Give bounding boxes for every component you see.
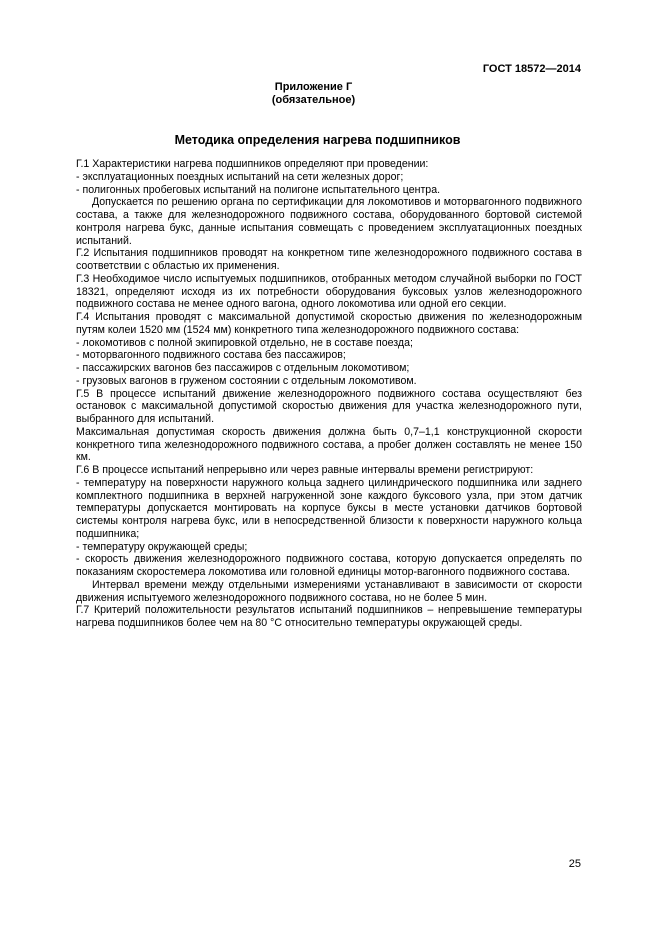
list-item: - грузовых вагонов в груженом состоянии с отдельным локомотивом. bbox=[76, 374, 417, 387]
list-item: - локомотивов с полной экипировкой отдельно, не в составе поезда; bbox=[76, 336, 413, 349]
paragraph: Г.1 Характеристики нагрева подшипников определяют при проведении: bbox=[76, 158, 429, 170]
paragraph: Г.4 Испытания проводят с максимальной допустимой скоростью движения по железнодорожным путям колеи 1520 мм (1524 мм) конкретного типа железнодорожного подвижного состава: bbox=[76, 311, 582, 336]
paragraph: Г.6 В процессе испытаний непрерывно или через равные интервалы времени регистрируют: bbox=[76, 464, 534, 476]
document-body bbox=[76, 158, 582, 630]
appendix-heading bbox=[0, 81, 627, 107]
list-item: - эксплуатационных поездных испытаний на сети железных дорог; bbox=[76, 170, 404, 183]
paragraph: Г.3 Необходимое число испытуемых подшипников, отобранных методом случайной выборки по ГОСТ 18321, определяют исходя из их потребности оборудования буксовых узлов железнодорожного подвижного состава не менее одного вагона, одного локомотива или одной его секции. bbox=[76, 272, 582, 311]
list-item: - моторвагонного подвижного состава без пассажиров; bbox=[76, 349, 346, 362]
paragraph: Г.2 Испытания подшипников проводят на конкретном типе железнодорожного подвижного состава в соответствии с областью их применения. bbox=[76, 247, 582, 272]
section-title: Методика определения нагрева подшипников bbox=[174, 133, 461, 147]
list-item: - пассажирских вагонов без пассажиров с отдельным локомотивом; bbox=[76, 362, 410, 374]
paragraph: Г.5 В процессе испытаний движение железнодорожного подвижного состава осуществляют без остановок с максимальной допустимой скоростью движения для участка железнодорожного пути, выбранного для испытаний. bbox=[76, 387, 582, 425]
list-item: - температуру окружающей среды; bbox=[76, 540, 248, 553]
list-item: - скорость движения железнодорожного подвижного состава, которую допускается определять по показаниям скоростемера локомотива или головной единицы мотор-вагонного подвижного состава. bbox=[76, 553, 582, 578]
paragraph: Максимальная допустимая скорость движения должна быть 0,7–1,1 конструкционной скорости конкретного типа железнодорожного подвижного состава, а пробег должен составлять не менее 150 км. bbox=[76, 425, 582, 464]
paragraph: Интервал времени между отдельными измерениями устанавливают в зависимости от скорости движения испытуемого железнодорожного подвижного состава, но не более 5 мин. bbox=[76, 578, 582, 604]
paragraph: Г.7 Критерий положительности результатов испытаний подшипников – непревышение температуры нагрева подшипников более чем на 80 °С относительно температуры окружающей среды. bbox=[76, 604, 582, 629]
appendix-title: Приложение Г bbox=[274, 81, 353, 93]
appendix-status: (обязательное) bbox=[271, 94, 356, 106]
page-number: 25 bbox=[568, 858, 581, 870]
list-item: - полигонных пробеговых испытаний на полигоне испытательного центра. bbox=[76, 183, 441, 196]
list-item: - температуру на поверхности наружного кольца заднего цилиндрического подшипника или заднего комплектного подшипника в верхней нагруженной зоне каждого буксового узла, при этом датчик температуры допускается монтировать на корпусе буксы в месте установки датчиков бортовой системы контроля нагрева букс, или в непосредственной близости к поверхности наружного кольца подшипника; bbox=[76, 476, 582, 540]
paragraph: Допускается по решению органа по сертификации для локомотивов и моторвагонного подвижного состава, а также для железнодорожного подвижного состава, оборудованного бортовой системой контроля нагрева букс, данные испытания совмещать с проведением эксплуатационных поездных испытаний. bbox=[76, 196, 582, 247]
document-code: ГОСТ 18572—2014 bbox=[482, 63, 581, 75]
